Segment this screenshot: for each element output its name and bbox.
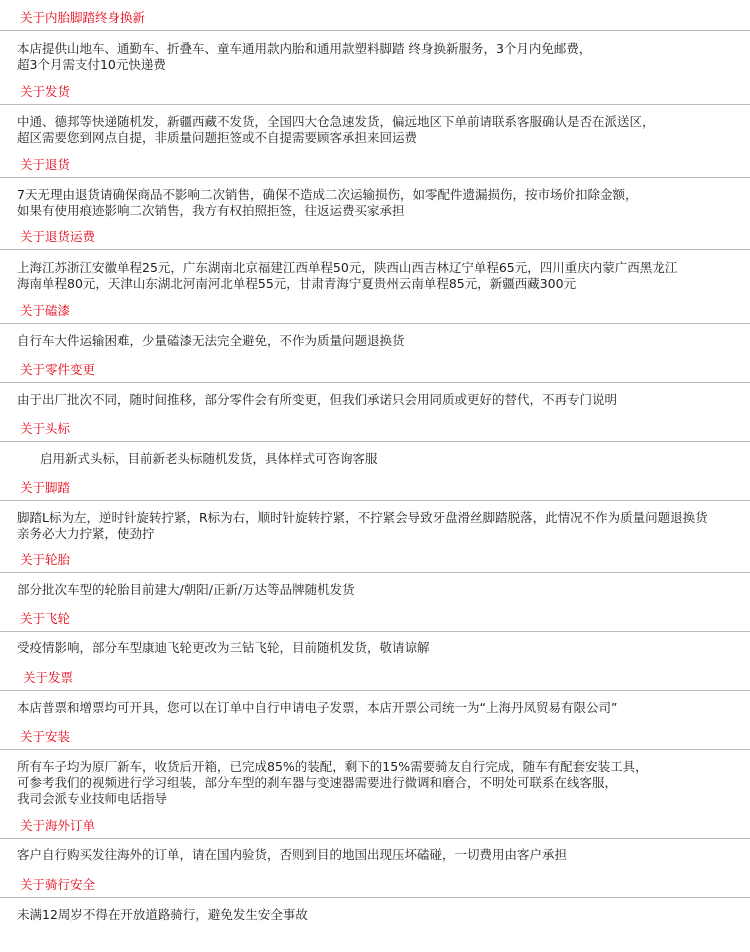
body-line: 可参考我们的视频进行学习组装，部分车型的刹车器与变速器需要进行微调和磨合，不明处可联系在线客服， [17, 775, 618, 790]
body-line: 我司会派专业技师电话指导 [17, 791, 168, 806]
body-line: 本店普票和增票均可开具，您可以在订单中自行申请电子发票，本店开票公司统一为“上海丹凤贸易有限公司” [17, 700, 618, 715]
section-divider [0, 749, 750, 750]
section-body-returns [17, 187, 745, 219]
section-divider [0, 177, 750, 178]
section-body-return-shipping-fee [17, 260, 745, 292]
body-line: 超3个月需支付10元快递费 [17, 57, 166, 72]
section-divider [0, 631, 750, 632]
section-divider [0, 30, 750, 31]
section-body-pedals [17, 510, 745, 542]
section-title-tube-pedal-lifetime-replacement: 关于内胎脚踏终身换新 [20, 10, 146, 25]
section-title-overseas-orders: 关于海外订单 [20, 818, 96, 833]
body-line: 由于出厂批次不同，随时间推移，部分零件会有所变更，但我们承诺只会用同质或更好的替代，不再专门说明 [17, 392, 618, 407]
section-body-head-badge [40, 451, 750, 467]
section-divider [0, 104, 750, 105]
section-title-paint-chips: 关于磕漆 [20, 303, 71, 318]
section-divider [0, 323, 750, 324]
section-title-returns: 关于退货 [20, 157, 71, 172]
section-body-tube-pedal-lifetime-replacement [17, 41, 745, 73]
section-title-invoice: 关于发票 [23, 670, 74, 685]
section-title-part-changes: 关于零件变更 [20, 362, 96, 377]
body-line: 上海江苏浙江安徽单程25元，广东湖南北京福建江西单程50元，陕西山西吉林辽宁单程65元，四川重庆内蒙广西黑龙江 [17, 260, 678, 275]
section-title-pedals: 关于脚踏 [20, 480, 71, 495]
section-title-riding-safety: 关于骑行安全 [20, 877, 96, 892]
body-line: 部分批次车型的轮胎目前建大/朝阳/正新/万达等品牌随机发货 [17, 582, 355, 597]
section-body-shipping [17, 114, 745, 146]
body-line: 所有车子均为原厂新车，收货后开箱，已完成85%的装配，剩下的15%需要骑友自行完成，随车有配套安装工具， [17, 759, 648, 774]
section-divider [0, 838, 750, 839]
section-divider [0, 249, 750, 250]
section-body-paint-chips [17, 333, 745, 349]
body-line: 超区需要您到网点自提，非质量问题拒签或不自提需要顾客承担来回运费 [17, 130, 418, 145]
body-line: 脚踏L标为左，逆时针旋转拧紧，R标为右，顺时针旋转拧紧，不拧紧会导致牙盘滑丝脚踏脱落，此情况不作为质量问题退换货 [17, 510, 708, 525]
body-line: 启用新式头标，目前新老头标随机发货，具体样式可咨询客服 [40, 451, 378, 466]
body-line: 受疫情影响，部分车型康迪飞轮更改为三钻飞轮，目前随机发货，敬请谅解 [17, 640, 430, 655]
section-body-assembly [17, 759, 745, 807]
section-body-freewheel [17, 640, 745, 656]
body-line: 未满12周岁不得在开放道路骑行，避免发生安全事故 [17, 907, 308, 922]
section-title-freewheel: 关于飞轮 [20, 611, 71, 626]
body-line: 如果有使用痕迹影响二次销售，我方有权拍照拒签，往返运费买家承担 [17, 203, 405, 218]
section-title-shipping: 关于发货 [20, 84, 71, 99]
section-divider [0, 690, 750, 691]
section-body-invoice [17, 700, 745, 716]
section-divider [0, 382, 750, 383]
body-line: 本店提供山地车、通勤车、折叠车、童车通用款内胎和通用款塑料脚踏 终身换新服务，3个月内免邮费， [17, 41, 592, 56]
section-body-part-changes [17, 392, 745, 408]
body-line: 中通、德邦等快递随机发，新疆西藏不发货，全国四大仓急速发货，偏远地区下单前请联系客服确认是否在派送区， [17, 114, 655, 129]
body-line: 亲务必大力拧紧，使劲拧 [17, 526, 155, 541]
section-divider [0, 441, 750, 442]
section-title-assembly: 关于安装 [20, 729, 71, 744]
body-line: 客户自行购买发往海外的订单，请在国内验货，否则到目的地国出现压坏磕碰，一切费用由客户承担 [17, 847, 568, 862]
section-divider [0, 572, 750, 573]
body-line: 自行车大件运输困难，少量磕漆无法完全避免，不作为质量问题退换货 [17, 333, 405, 348]
section-body-overseas-orders [17, 847, 745, 863]
section-title-head-badge: 关于头标 [20, 421, 71, 436]
section-title-tires: 关于轮胎 [20, 552, 71, 567]
section-body-tires [17, 582, 745, 598]
body-line: 海南单程80元，天津山东湖北河南河北单程55元，甘肃青海宁夏贵州云南单程85元，新疆西藏300元 [17, 276, 577, 291]
section-body-riding-safety [17, 907, 745, 923]
section-title-return-shipping-fee: 关于退货运费 [20, 229, 96, 244]
body-line: 7天无理由退货请确保商品不影响二次销售，确保不造成二次运输损伤，如零配件遗漏损伤，按市场价扣除金额， [17, 187, 638, 202]
section-divider [0, 500, 750, 501]
section-divider [0, 897, 750, 898]
